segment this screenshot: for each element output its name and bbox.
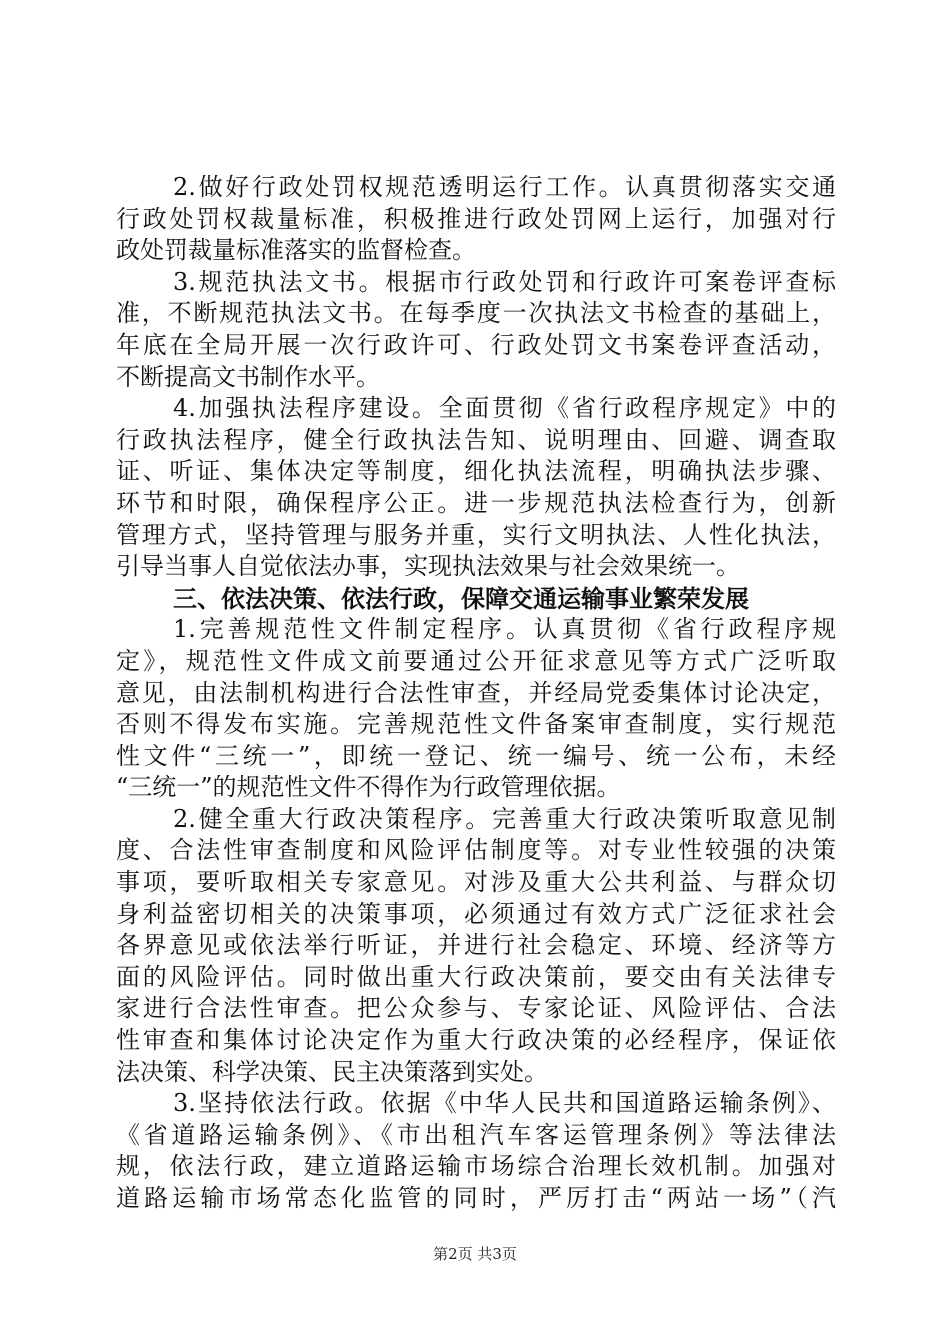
text-line: 行政执法程序，健全行政执法告知、说明理由、回避、调查取 (116, 425, 836, 454)
text-line: 环节和时限，确保程序公正。进一步规范执法检查行为，创新 (116, 488, 836, 517)
text-line: 意见，由法制机构进行合法性审查，并经局党委集体讨论决定， (116, 678, 836, 707)
page-number-footer: 第2页 共3页 (433, 1245, 517, 1263)
text-line: 2.做好行政处罚权规范透明运行工作。认真贯彻落实交通 (173, 173, 836, 201)
text-line: 1.完善规范性文件制定程序。认真贯彻《省行政程序规 (173, 615, 836, 644)
paragraph-normative-documents (116, 614, 836, 804)
text-line: 管理方式，坚持管理与服务并重，实行文明执法、人性化执法， (116, 520, 836, 549)
paragraph-procedure-building (116, 393, 836, 583)
text-line: 法决策、科学决策、民主决策落到实处。 (116, 1057, 548, 1086)
paragraph-penalty-transparency (116, 172, 836, 267)
section-heading (116, 583, 836, 615)
text-line: 3.规范执法文书。根据市行政处罚和行政许可案卷评查标 (173, 267, 836, 296)
text-line: 3.坚持依法行政。依据《中华人民共和国道路运输条例》、 (173, 1089, 836, 1118)
text-line: 家进行合法性审查。把公众参与、专家论证、风险评估、合法 (116, 994, 836, 1023)
text-line: 道路运输市场常态化监管的同时，严厉打击“两站一场”（汽 (116, 1184, 836, 1212)
text-line: 身利益密切相关的决策事项，必须通过有效方式广泛征求社会 (116, 899, 836, 928)
paragraph-lawful-administration (116, 1088, 836, 1214)
text-line: 政处罚裁量标准落实的监督检查。 (116, 236, 476, 265)
text-line: 规，依法行政，建立道路运输市场综合治理长效机制。加强对 (116, 1152, 836, 1181)
text-line: 4.加强执法程序建设。全面贯彻《省行政程序规定》中的 (173, 394, 836, 423)
text-line: 性审查和集体讨论决定作为重大行政决策的必经程序，保证依 (116, 1026, 836, 1055)
text-line: 否则不得发布实施。完善规范性文件备案审查制度，实行规范 (116, 710, 836, 739)
text-line: 证、听证、集体决定等制度，细化执法流程，明确执法步骤、 (116, 457, 836, 486)
text-line: 度、合法性审查制度和风险评估制度等。对专业性较强的决策 (116, 836, 836, 865)
text-line: 性文件“三统一”，即统一登记、统一编号、统一公布，未经 (116, 741, 836, 770)
text-line: 各界意见或依法举行听证，并进行社会稳定、环境、经济等方 (116, 931, 836, 960)
text-line: 不断提高文书制作水平。 (116, 362, 380, 391)
paragraph-major-decisions (116, 804, 836, 1088)
text-line: 2.健全重大行政决策程序。完善重大行政决策听取意见制 (173, 804, 836, 833)
text-line: 《省道路运输条例》、《市出租汽车客运管理条例》等法律法 (116, 1120, 836, 1149)
section-heading-text: 三、依法决策、依法行政，保障交通运输事业繁荣发展 (173, 583, 749, 613)
text-line: “三统一”的规范性文件不得作为行政管理依据。 (116, 773, 621, 802)
text-line: 行政处罚权裁量标准，积极推进行政处罚网上运行，加强对行 (116, 204, 836, 233)
text-line: 引导当事人自觉依法办事，实现执法效果与社会效果统一。 (116, 552, 740, 581)
document-body (116, 172, 836, 1215)
paragraph-law-documents (116, 267, 836, 393)
text-line: 事项，要听取相关专家意见。对涉及重大公共利益、与群众切 (116, 868, 836, 897)
text-line: 年底在全局开展一次行政许可、行政处罚文书案卷评查活动， (116, 330, 836, 359)
text-line: 定》，规范性文件成文前要通过公开征求意见等方式广泛听取 (116, 646, 836, 675)
text-line: 面的风险评估。同时做出重大行政决策前，要交由有关法律专 (116, 962, 836, 991)
text-line: 准，不断规范执法文书。在每季度一次执法文书检查的基础上， (116, 299, 836, 328)
